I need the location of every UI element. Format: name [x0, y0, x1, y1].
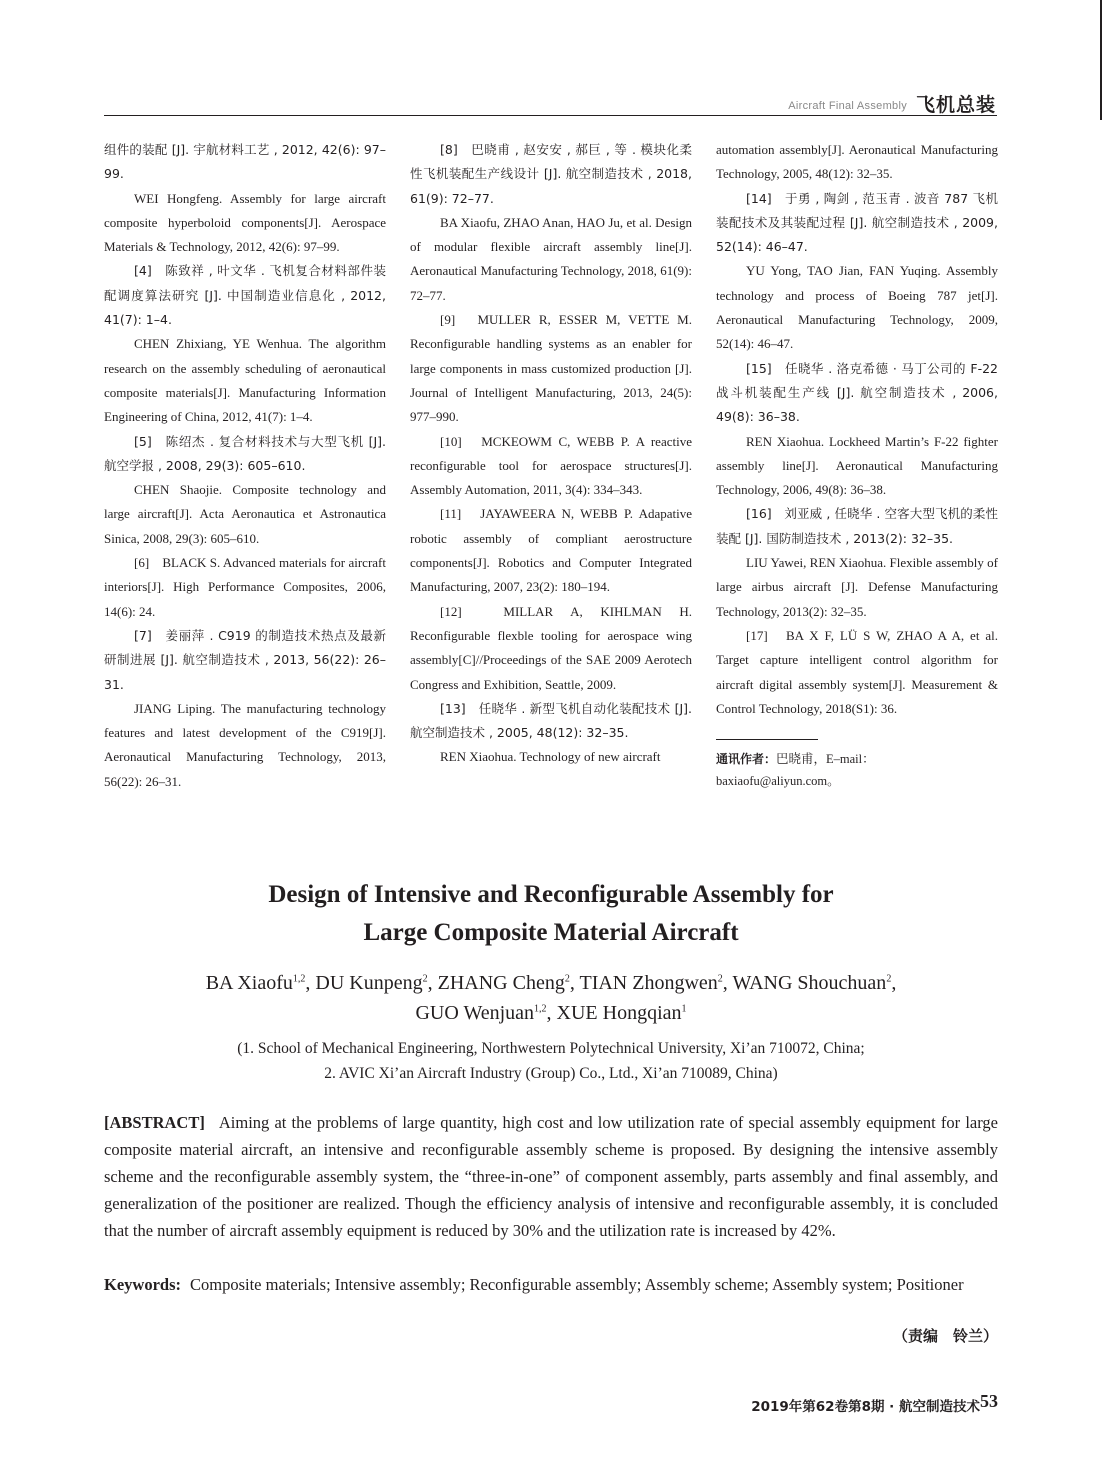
- reference-paragraph: BA Xiaofu, ZHAO Anan, HAO Ju, et al. Design of modular flexible aircraft assembly line[J]. Aeronautical Manufacturing Technology, 2018, 61(9): 72–77.: [410, 214, 692, 303]
- page-number: 53: [980, 1391, 998, 1411]
- reference-paragraph: REN Xiaohua. Technology of new aircraft: [440, 749, 661, 765]
- title-line-2: Large Composite Material Aircraft: [363, 919, 739, 946]
- author-affiliation-marker: 1,2: [534, 1003, 547, 1015]
- header-rule: [104, 115, 997, 116]
- reference-paragraph: 组件的装配 [J]. 宇航材料工艺 , 2012, 42(6): 97–99.: [104, 142, 386, 182]
- reference-paragraph: [16] 刘亚威 , 任晓华 . 空客大型飞机的柔性装配 [J]. 国防制造技术 , 2013(2): 32–35.: [716, 506, 998, 546]
- abstract: [104, 1109, 998, 1244]
- title-line-1: Design of Intensive and Reconfigurable Assembly for: [268, 881, 834, 908]
- author-affiliation-marker: 1: [681, 1003, 687, 1015]
- reference-paragraph: CHEN Shaojie. Composite technology and large aircraft[J]. Acta Aeronautica et Astronautica Sinica, 2008, 29(3): 605–610.: [104, 482, 386, 546]
- author-list: [104, 968, 998, 1028]
- author-affiliation-marker: 2: [422, 973, 428, 985]
- reference-paragraph: [4] 陈致祥 , 叶文华 . 飞机复合材料部件装配调度算法研究 [J]. 中国制造业信息化 , 2012, 41(7): 1–4.: [104, 263, 386, 328]
- references-column-3: [716, 138, 998, 792]
- author-name: XUE Hongqian: [556, 1002, 682, 1024]
- keywords-label: Keywords:: [104, 1275, 181, 1294]
- author-name: DU Kunpeng: [315, 972, 423, 994]
- author-affiliation-marker: 2: [717, 973, 723, 985]
- footnote-rule: [716, 739, 818, 740]
- author-affiliation-marker: 2: [564, 973, 570, 985]
- english-title: [104, 876, 998, 952]
- reference-paragraph: [5] 陈绍杰 . 复合材料技术与大型飞机 [J]. 航空学报 , 2008, 29(3): 605–610.: [104, 433, 386, 473]
- affiliation-line-2: 2. AVIC Xi’an Aircraft Industry (Group) Co., Ltd., Xi’an 710089, China): [324, 1065, 778, 1082]
- author-affiliation-marker: 2: [886, 973, 892, 985]
- author-line-1: BA Xiaofu$^{1,2}$, DU Kunpeng$^2$, ZHANG Cheng$^2$, TIAN Zhongwen$^2$, WANG Shouchuan$^2$,: [205, 972, 897, 994]
- running-header: [0, 0, 1102, 120]
- footnote-text: 巴晓甫，E–mail：baxiaofu@aliyun.com。: [716, 752, 875, 789]
- reference-paragraph: [13] 任晓华 . 新型飞机自动化装配技术 [J]. 航空制造技术 , 2005, 48(12): 32–35.: [410, 700, 692, 741]
- reference-paragraph: [11] JAYAWEERA N, WEBB P. Adapative robotic assembly of compliant aerostructure components[J]. Robotics and Computer Integrated Manufacturing, 2007, 23(2): 180–194.: [410, 506, 692, 595]
- author-affiliation-marker: 1,2: [292, 973, 306, 985]
- author-name: GUO Wenjuan: [415, 1002, 535, 1024]
- corresponding-author-note: [716, 748, 998, 792]
- journal-footer: 2019年第62卷第8期 · 航空制造技术: [751, 1399, 980, 1415]
- reference-paragraph: JIANG Liping. The manufacturing technology features and latest development of the C919[J]. Aeronautical Manufacturing Technology, 2013, 56(22): 26–31.: [104, 700, 386, 789]
- references-column-2: [410, 138, 692, 770]
- author-name: WANG Shouchuan: [732, 972, 887, 994]
- reference-paragraph: [12] MILLAR A, KIHLMAN H. Reconfigurable flexble tooling for aerospace wing assembly[C]//Proceedings of the SAE 2009 Aerotech Congress and Exhibition, Seattle, 2009.: [410, 603, 692, 692]
- affiliation-line-1: (1. School of Mechanical Engineering, Northwestern Polytechnical University, Xi’an 710072, China;: [237, 1040, 865, 1057]
- affiliations: [104, 1036, 998, 1086]
- references-column-3-list: [716, 138, 998, 721]
- reference-paragraph: [6] BLACK S. Advanced materials for aircraft interiors[J]. High Performance Composites, 2006, 14(6): 24.: [104, 555, 386, 619]
- header-section-zh: 飞机总装: [915, 94, 996, 116]
- reference-paragraph: [17] BA X F, LÜ S W, ZHAO A A, et al. Target capture intelligent control algorithm for aircraft digital assembly system[J]. Measurement & Control Technology, 2018(S1): 36.: [716, 627, 998, 716]
- author-name: BA Xiaofu: [205, 972, 293, 994]
- references-column-1: [104, 138, 386, 794]
- keywords: [104, 1271, 998, 1298]
- keywords-text: Composite materials; Intensive assembly; Reconfigurable assembly; Assembly scheme; Assembly system; Positioner: [190, 1275, 964, 1294]
- reference-paragraph: [14] 于勇 , 陶剑 , 范玉青 . 波音 787 飞机装配技术及其装配过程 [J]. 航空制造技术 , 2009, 52(14): 46–47.: [716, 190, 998, 255]
- reference-paragraph: LIU Yawei, REN Xiaohua. Flexible assembly of large airbus aircraft [J]. Defense Manufacturing Technology, 2013(2): 32–35.: [716, 555, 998, 619]
- author-line-2: GUO Wenjuan$^{1,2}$, XUE Hongqian$^1$: [415, 1002, 687, 1024]
- reference-paragraph: [9] MULLER R, ESSER M, VETTE M. Reconfigurable handling systems as an enabler for large components in mass customized production [J]. Journal of Intelligent Manufacturing, 2013, 24(5): 977–990.: [410, 312, 692, 425]
- footnote-label: 通讯作者：: [716, 752, 777, 767]
- abstract-label: [ABSTRACT]: [104, 1113, 205, 1132]
- reference-paragraph: WEI Hongfeng. Assembly for large aircraft composite hyperboloid components[J]. Aerospace Materials & Technology, 2012, 42(6): 97–99.: [104, 190, 386, 255]
- reference-paragraph: CHEN Zhixiang, YE Wenhua. The algorithm research on the assembly scheduling of aeronautical composite materials[J]. Manufacturing Information Engineering of China, 2012, 41(7): 1–4.: [104, 336, 386, 425]
- header-section-en: Aircraft Final Assembly: [788, 100, 907, 112]
- author-name: TIAN Zhongwen: [579, 972, 718, 994]
- reference-paragraph: automation assembly[J]. Aeronautical Manufacturing Technology, 2005, 48(12): 32–35.: [716, 142, 998, 182]
- editor-credit: （责编 铃兰）: [892, 1327, 998, 1345]
- abstract-text: Aiming at the problems of large quantity, high cost and low utilization rate of special assembly equipment for large composite material aircraft, an intensive and reconfigurable assembly scheme is proposed. By designing the intensive assembly scheme and the reconfigurable assembly system, the “three-in-one” of component assembly, parts assembly and final assembly, and generalization of the positioner are realized. Though the efficiency analysis of intensive and reconfigurable assembly, it is concluded that the number of aircraft assembly equipment is reduced by 30% and the utilization rate is increased by 42%.: [104, 1113, 998, 1240]
- reference-paragraph: [8] 巴晓甫 , 赵安安 , 郝巨 , 等 . 模块化柔性飞机装配生产线设计 [J]. 航空制造技术 , 2018, 61(9): 72–77.: [410, 142, 692, 206]
- reference-paragraph: REN Xiaohua. Lockheed Martin’s F-22 fighter assembly line[J]. Aeronautical Manufacturing Technology, 2006, 49(8): 36–38.: [716, 433, 998, 498]
- reference-paragraph: [15] 任晓华 . 洛克希德 · 马丁公司的 F-22 战斗机装配生产线 [J]. 航空制造技术 , 2006, 49(8): 36–38.: [716, 360, 998, 425]
- reference-paragraph: [10] MCKEOWM C, WEBB P. A reactive reconfigurable tool for aerospace structures[J]. Assembly Automation, 2011, 3(4): 334–343.: [410, 433, 692, 498]
- reference-paragraph: YU Yong, TAO Jian, FAN Yuqing. Assembly technology and process of Boeing 787 jet[J]. Aeronautical Manufacturing Technology, 2009, 52(14): 46–47.: [716, 263, 998, 352]
- reference-paragraph: [7] 姜丽萍 . C919 的制造技术热点及最新研制进展 [J]. 航空制造技术 , 2013, 56(22): 26–31.: [104, 627, 386, 692]
- author-name: ZHANG Cheng: [437, 972, 565, 994]
